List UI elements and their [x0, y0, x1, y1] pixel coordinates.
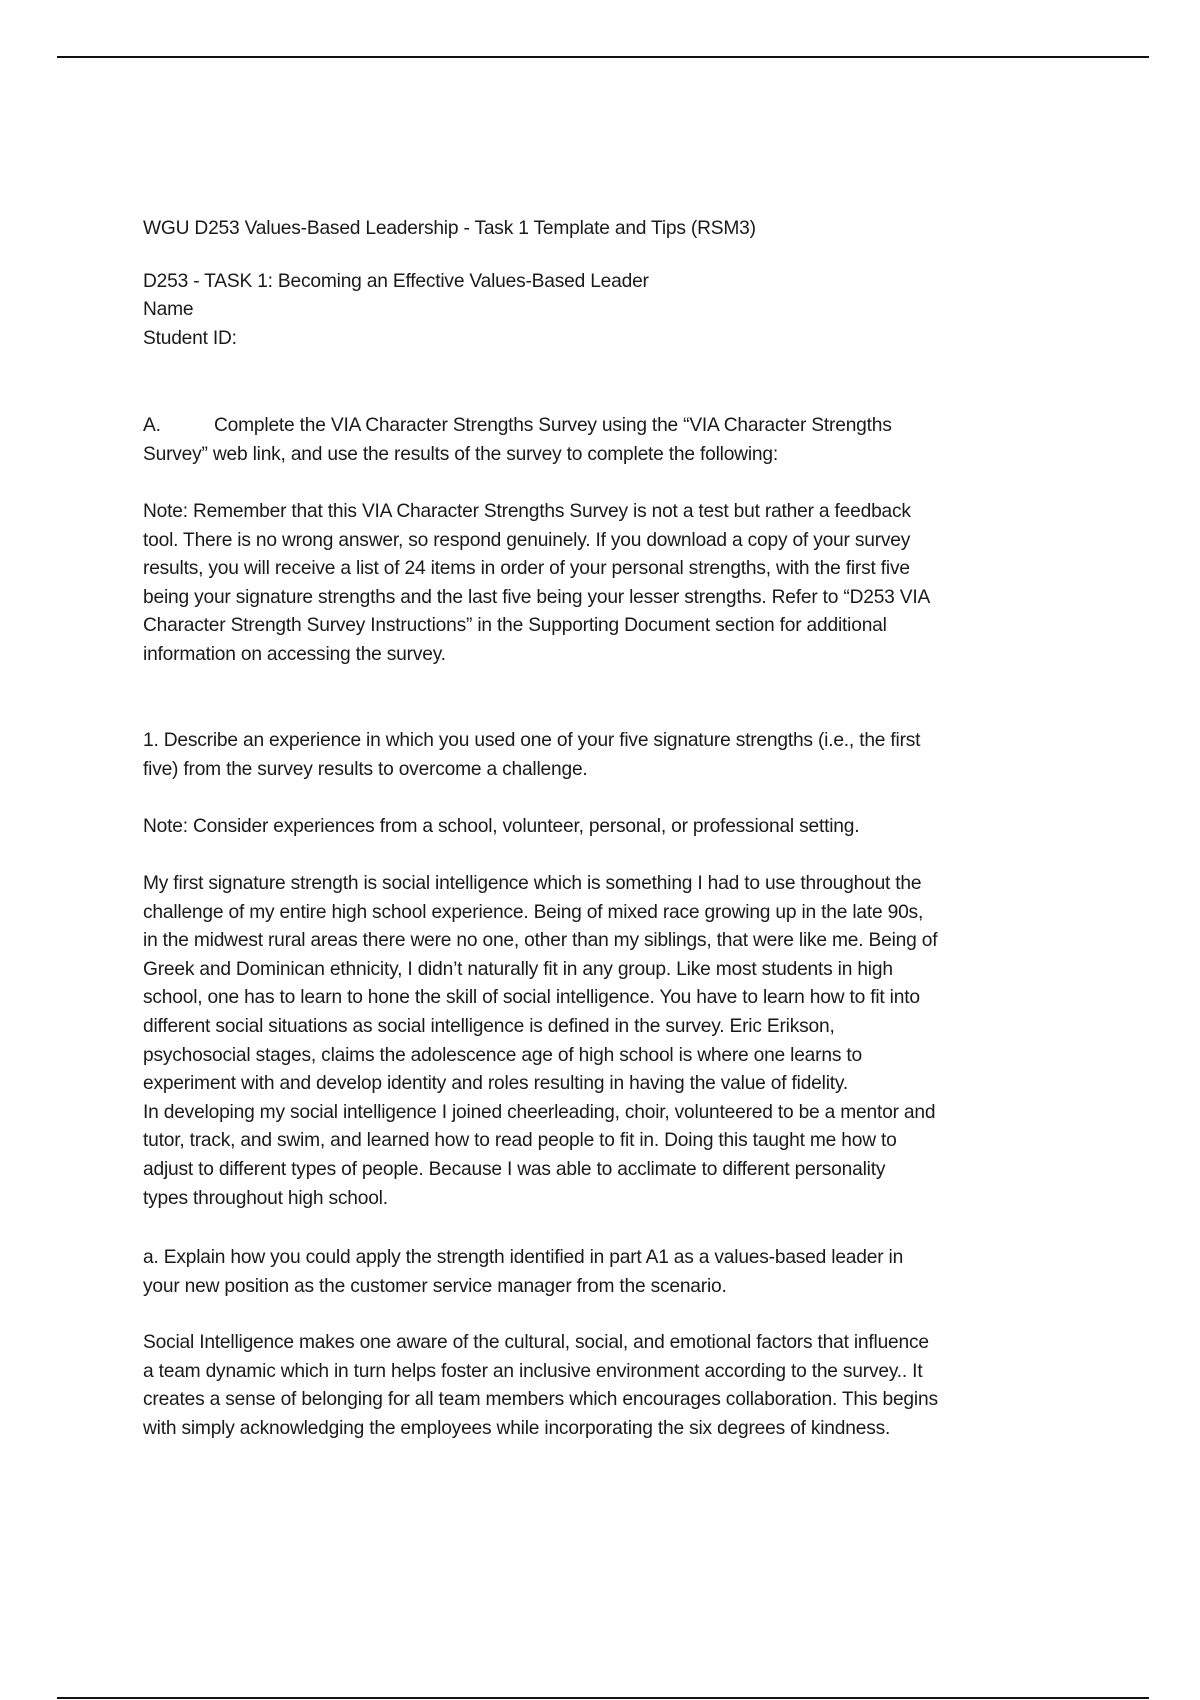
- question-1a-prompt: a. Explain how you could apply the strength identified in part A1 as a values-based leader in your new position as the customer service manager from the scenario.: [143, 1247, 904, 1297]
- document-title: WGU D253 Values-Based Leadership - Task 1 Template and Tips (RSM3): [143, 218, 756, 239]
- top-rule: [57, 56, 1149, 58]
- bottom-rule: [57, 1697, 1149, 1699]
- section-a-text: Complete the VIA Character Strengths Survey using the “VIA Character Strengths Survey” web link, and use the results of the survey to complete the following:: [143, 415, 892, 465]
- question-1-note: Note: Consider experiences from a school, volunteer, personal, or professional setting.: [143, 816, 860, 837]
- section-a-marker: A.: [143, 415, 161, 436]
- task-heading: D253 - TASK 1: Becoming an Effective Values-Based Leader: [143, 271, 649, 292]
- question-1a-answer: Social Intelligence makes one aware of the cultural, social, and emotional factors that influence a team dynamic which in turn helps foster an inclusive environment according to the survey.. It creates a sense of belonging for all team members which encourages collaboration. This begins with simply acknowledging the employees while incorporating the six degrees of kindness.: [143, 1332, 938, 1439]
- section-a: [143, 412, 1083, 469]
- student-id-label: Student ID:: [143, 328, 237, 349]
- name-label: Name: [143, 299, 194, 320]
- question-1-answer: My first signature strength is social intelligence which is something I had to use throughout the challenge of my entire high school experience. Being of mixed race growing up in the late 90s, in the midwest rural areas there were no one, other than my siblings, that were like me. Being of Greek and Dominican ethnicity, I didn’t naturally fit in any group. Like most students in high school, one has to learn to hone the skill of social intelligence. You have to learn how to fit into different social situations as social intelligence is defined in the survey. Eric Erikson, psychosocial stages, claims the adolescence age of high school is where one learns to experiment with and develop identity and roles resulting in having the value of fidelity. In developing my social intelligence I joined cheerleading, choir, volunteered to be a mentor and tutor, track, and swim, and learned how to read people to fit in. Doing this taught me how to adjust to different types of people. Because I was able to acclimate to different personality types throughout high school.: [143, 873, 938, 1209]
- section-a-note: Note: Remember that this VIA Character Strengths Survey is not a test but rather a feedback tool. There is no wrong answer, so respond genuinely. If you download a copy of your survey results, you will receive a list of 24 items in order of your personal strengths, with the first five being your signature strengths and the last five being your lesser strengths. Refer to “D253 VIA Character Strength Survey Instructions” in the Supporting Document section for additional information on accessing the survey.: [143, 501, 931, 665]
- question-1-prompt: 1. Describe an experience in which you used one of your five signature strengths (i.e., the first five) from the survey results to overcome a challenge.: [143, 730, 921, 780]
